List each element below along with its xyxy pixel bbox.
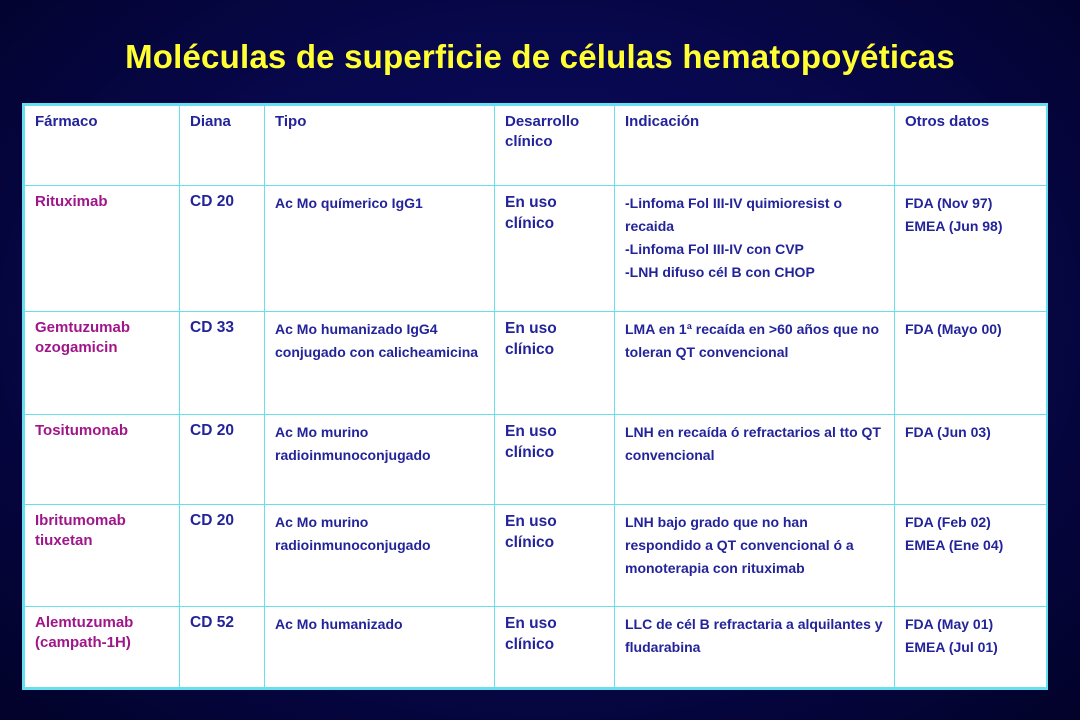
indication — [615, 607, 895, 688]
target: CD 33 — [180, 312, 265, 415]
type-line: Ac Mo murino — [275, 514, 369, 530]
drug-name: Tositumonab — [25, 415, 180, 505]
type — [265, 505, 495, 607]
type-line: conjugado con calicheamicina — [275, 344, 479, 360]
indication-line: LNH en recaída ó refractarios al tto QT convencional — [625, 424, 881, 463]
header-tipo: Tipo — [265, 106, 495, 186]
target: CD 20 — [180, 186, 265, 312]
development: En uso clínico — [495, 312, 615, 415]
other-line: EMEA (Ene 04) — [905, 537, 1004, 553]
table-row — [25, 607, 1047, 688]
type — [265, 312, 495, 415]
type-line: radioinmunoconjugado — [275, 447, 431, 463]
other-line: FDA (Mayo 00) — [905, 321, 1002, 337]
header-desarrollo: Desarrollo clínico — [495, 106, 615, 186]
indication — [615, 312, 895, 415]
drug-name: Ibritumomab tiuxetan — [25, 505, 180, 607]
header-farmaco: Fármaco — [25, 106, 180, 186]
type — [265, 415, 495, 505]
table-row — [25, 505, 1047, 607]
type-line: Ac Mo humanizado IgG4 — [275, 321, 438, 337]
other-line: EMEA (Jun 98) — [905, 218, 1003, 234]
indication-line: -Linfoma Fol III-IV quimioresist o recaida — [625, 195, 843, 234]
other-data — [895, 186, 1047, 312]
indication-line: LMA en 1ª recaída en >60 años que no toleran QT convencional — [625, 321, 880, 360]
other-data — [895, 607, 1047, 688]
development: En uso clínico — [495, 607, 615, 688]
header-otros: Otros datos — [895, 106, 1047, 186]
type — [265, 607, 495, 688]
drug-table — [22, 103, 1048, 690]
table-row — [25, 312, 1047, 415]
other-line: FDA (Nov 97) — [905, 195, 993, 211]
type-line: Ac Mo murino — [275, 424, 369, 440]
indication — [615, 415, 895, 505]
indication — [615, 505, 895, 607]
indication-line: LNH bajo grado que no han respondido a QT convencional ó a monoterapia con rituximab — [625, 514, 854, 576]
header-diana: Diana — [180, 106, 265, 186]
header-indicacion: Indicación — [615, 106, 895, 186]
other-data — [895, 312, 1047, 415]
table-row — [25, 415, 1047, 505]
development: En uso clínico — [495, 415, 615, 505]
indication-line: -LNH difuso cél B con CHOP — [625, 264, 815, 280]
development: En uso clínico — [495, 186, 615, 312]
indication-line: LLC de cél B refractaria a alquilantes y fludarabina — [625, 616, 883, 655]
type-line: radioinmunoconjugado — [275, 537, 431, 553]
drug-name: Rituximab — [25, 186, 180, 312]
other-line: FDA (Jun 03) — [905, 424, 991, 440]
slide-title: Moléculas de superficie de células hematopoyéticas — [125, 38, 955, 75]
other-line: EMEA (Jul 01) — [905, 639, 998, 655]
type-line: Ac Mo humanizado — [275, 616, 403, 632]
type — [265, 186, 495, 312]
other-line: FDA (Feb 02) — [905, 514, 991, 530]
other-data — [895, 415, 1047, 505]
drug-name: Alemtuzumab (campath-1H) — [25, 607, 180, 688]
indication — [615, 186, 895, 312]
other-line: FDA (May 01) — [905, 616, 994, 632]
type-line: Ac Mo químerico IgG1 — [275, 195, 423, 211]
target: CD 20 — [180, 415, 265, 505]
target: CD 20 — [180, 505, 265, 607]
table-row — [25, 186, 1047, 312]
development: En uso clínico — [495, 505, 615, 607]
other-data — [895, 505, 1047, 607]
table-header-row — [25, 106, 1047, 186]
drug-name: Gemtuzumab ozogamicin — [25, 312, 180, 415]
target: CD 52 — [180, 607, 265, 688]
indication-line: -Linfoma Fol III-IV con CVP — [625, 241, 804, 257]
